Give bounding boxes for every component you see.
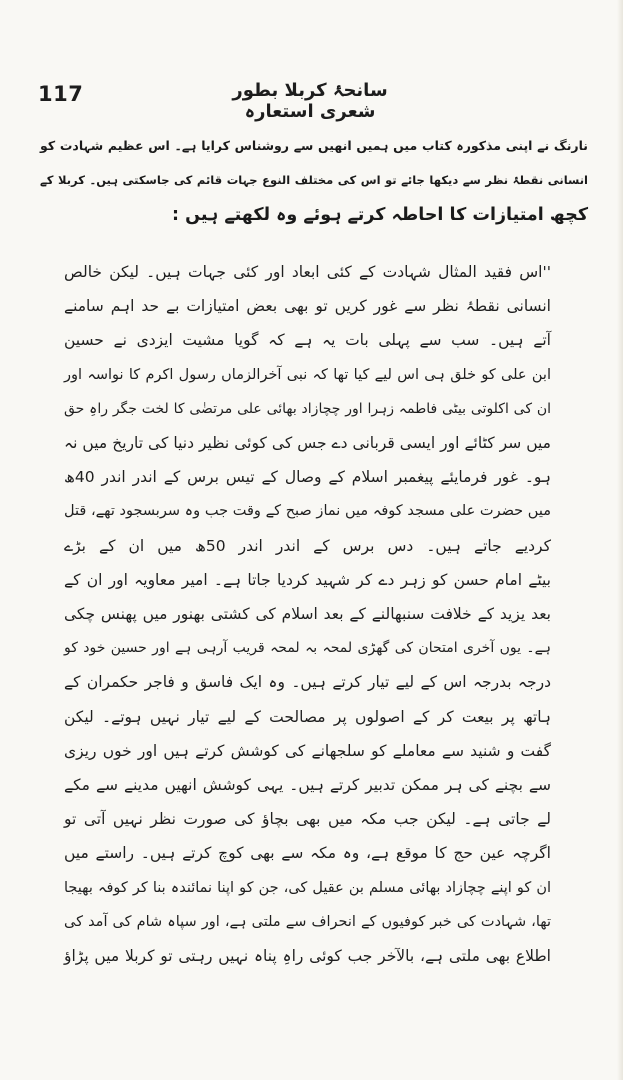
quote-line: کردیے جاتے ہیں۔ دس برس کے اندر اندر 50ھ میں ان کے بڑے — [64, 536, 551, 555]
quote-line: بعد یزید کے خلافت سنبھالنے کے بعد اسلام کی کشتی بھنور میں پھنس چکی — [64, 605, 551, 624]
quote-line: اگرچہ عین حج کا موقع ہے، وہ مکہ سے بھی کوچ کرتے ہیں۔ راستے میں — [64, 844, 551, 863]
quote-line: ''اس فقید المثال شہادت کے کئی ابعاد اور کئی جہات ہیں۔ لیکن خالص — [64, 263, 551, 281]
quote-line: بیٹے امام حسن کو زہر دے کر شہید کردیا جاتا ہے۔ امیر معاویہ اور ان کے — [64, 570, 551, 589]
quote-line: تھا، شہادت کی خبر کوفیوں کے انحراف سے ملتی ہے، اور سپاہ شام کی آمد کی — [64, 913, 551, 930]
quote-line: درجہ بدرجہ اس کے لیے تیار کرتے ہیں۔ وہ ایک فاسق و فاجر حکمران کے — [64, 673, 551, 692]
quote-line: سے بچنے کی ہر ممکن تدبیر کرتے ہیں۔ یہی کوشش انھیں مدینے سے مکے — [64, 776, 551, 795]
running-title: سانحۂ کربلا بطور شعری استعارہ — [232, 80, 388, 122]
quote-line: ابن علی کو خلق ہی اس لیے کیا تھا کہ نبی آخرالزماں رسول اکرم کا نواسہ اور — [64, 366, 551, 383]
quote-line: ہاتھ پر بیعت کر کے اصولوں پر مصالحت کے لیے تیار نہیں ہوتے۔ لیکن — [64, 707, 551, 726]
quote-line: ہو۔ غور فرمایئے پیغمبر اسلام کے وصال کے تیس برس کے اندر اندر 40ھ — [64, 468, 551, 487]
block-quote — [64, 255, 551, 973]
intro-line: کچھ امتیازات کا احاطہ کرتے ہوئے وہ لکھتے ہیں : — [172, 205, 588, 225]
quote-line: ہے۔ یوں آخری امتحان کی گھڑی لمحہ بہ لمحہ قریب آرہی ہے اور حسین خود کو — [64, 640, 551, 657]
quote-line: ان کو اپنے چچازاد بھائی مسلم بن عقیل کی، جن کو اپنا نمائندہ بنا کر کوفہ بھیجا — [64, 879, 551, 896]
quote-line: ان کی اکلوتی بیٹی فاطمہ زہرا اور چچازاد بھائی علی مرتضٰی کا لخت جگر راہِ حق — [64, 400, 551, 417]
quote-line: انسانی نقطۂ نظر سے غور کریں تو بھی بعض امتیازات بے حد اہم سامنے — [64, 297, 551, 316]
intro-line: انسانی نقطۂ نظر سے دیکھا جائے تو اس کی مختلف النوع جہات قائم کی جاسکتی ہیں۔ کربلا کے — [40, 173, 588, 187]
quote-line: لے جاتی ہے۔ لیکن جب مکہ میں بھی بچاؤ کی صورت نظر نہیں آتی تو — [64, 810, 551, 829]
quote-line: میں حضرت علی مسجد کوفہ میں نماز صبح کے وقت جب وہ سربسجود تھے، قتل — [64, 503, 551, 520]
quote-line: آتے ہیں۔ سب سے پہلی بات یہ ہے کہ گویا مشیت ایزدی نے حسین — [64, 331, 551, 350]
intro-line: نارنگ نے اپنی مذکورہ کتاب میں ہمیں انھیں سے روشناس کرایا ہے۔ اس عظیم شہادت کو — [40, 138, 588, 153]
quote-line: اطلاع بھی ملتی ہے، بالآخر جب کوئی راہِ پناہ نہیں رہتی تو کربلا میں پڑاؤ — [64, 947, 551, 966]
page-number: 117 — [38, 82, 84, 106]
quote-line: میں سر کٹائے اور ایسی قربانی دے جس کی کوئی نظیر دنیا کی تاریخ میں نہ — [64, 434, 551, 453]
scan-edge-shadow — [617, 0, 623, 1080]
quote-line: گفت و شنید سے معاملے کو سلجھانے کی کوشش کرتے ہیں اور خوں ریزی — [64, 741, 551, 760]
intro-paragraph — [40, 128, 588, 233]
